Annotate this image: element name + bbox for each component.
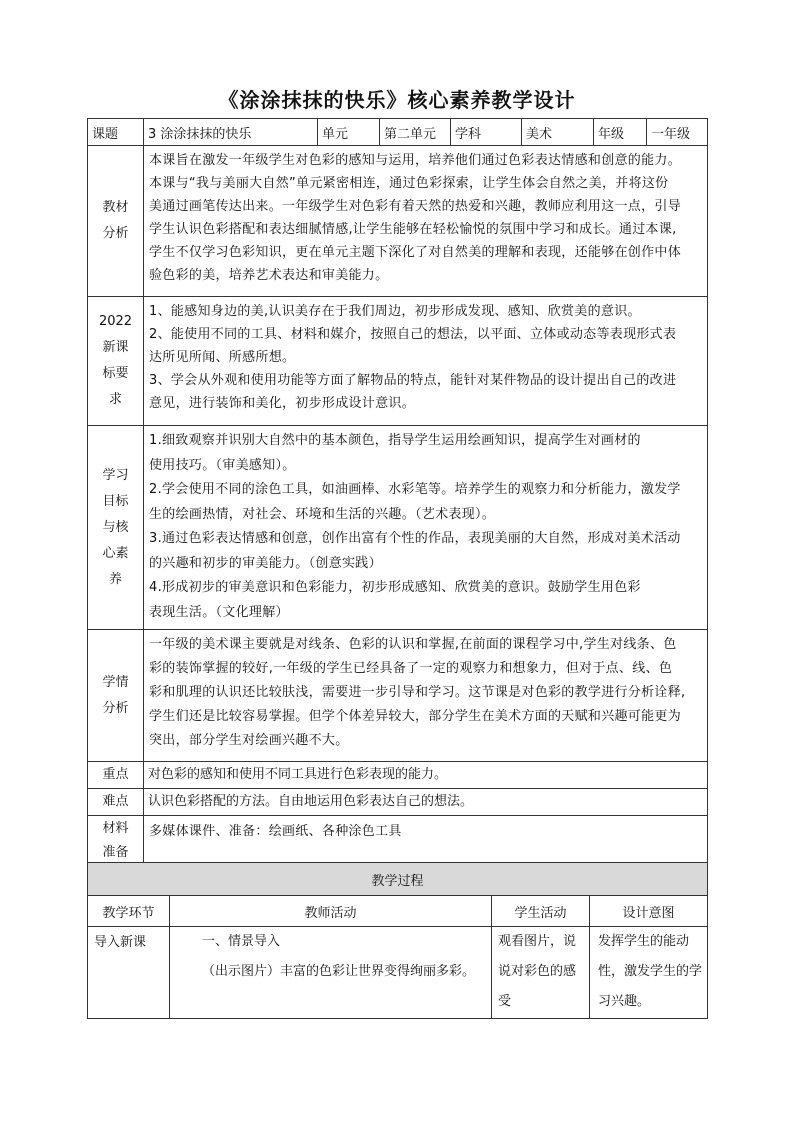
- difficulty-label: 难点: [88, 789, 144, 816]
- text-line: 彩的装饰掌握的较好,一年级的学生已经具备了一定的观察力和想象力，但对于点、线、色: [149, 661, 673, 676]
- focus-row: [88, 762, 708, 789]
- text-line: 学生们还是比较容易掌握。但学个体差异较大，部分学生在美术方面的天赋和兴趣可能更为: [149, 709, 682, 724]
- standards-label-text: 2022 新课 标要 求: [98, 314, 133, 407]
- text-line: 本课与“我与美丽大自然”单元紧密相连，通过色彩探索，让学生体会自然之美，并将这份: [149, 176, 669, 191]
- learners-row: [88, 630, 708, 762]
- stage-cell: 导入新课: [88, 927, 170, 1019]
- header-row: [88, 119, 708, 146]
- col-header-student: 学生活动: [492, 896, 590, 927]
- materials-row: [88, 816, 708, 867]
- text-line: 1、能感知身边的美,认识美存在于我们周边，初步形成发现、感知、欣赏美的意识。: [149, 304, 641, 319]
- materials-label-text: 材料 准备: [102, 821, 129, 860]
- text-line: 2.学会使用不同的涂色工具，如油画棒、水彩笔等。培养学生的观察力和分析能力，激发学: [149, 482, 681, 497]
- teacher-line: （出示图片）丰富的色彩让世界变得绚丽多彩。: [202, 964, 476, 979]
- focus-text: 对色彩的感知和使用不同工具进行色彩表现的能力。: [144, 762, 708, 789]
- student-cell: 观看图片，说说对彩色的感受: [492, 927, 590, 1019]
- text-line: 学生不仅学习色彩知识，更在单元主题下深化了对自然美的理解和表现，还能够在创作中体: [149, 245, 682, 260]
- teacher-cell: [170, 927, 492, 1019]
- text-line: 验色彩的美，培养艺术表达和审美能力。: [149, 268, 389, 283]
- course-label: 课题: [88, 119, 144, 146]
- analysis-label-text: 教材 分析: [102, 200, 129, 241]
- text-line: 3、学会从外观和使用功能等方面了解物品的特点，能针对某件物品的设计提出自己的改进: [149, 373, 677, 388]
- subject-label: 学科: [451, 119, 522, 146]
- col-header-teacher: 教师活动: [170, 896, 492, 927]
- text-line: 生的绘画热情，对社会、环境和生活的兴趣。（艺术表现）。: [149, 506, 496, 522]
- materials-text: 多媒体课件、准备：绘画纸、各种涂色工具: [144, 816, 708, 867]
- analysis-row: [88, 146, 708, 297]
- unit-value: 第二单元: [380, 119, 451, 146]
- grade-label: 年级: [594, 119, 647, 146]
- process-header-row: [88, 896, 708, 927]
- standards-text: [144, 297, 708, 426]
- process-table: [87, 862, 708, 1019]
- text-line: 意见，进行装饰和美化，初步形成设计意识。: [149, 396, 416, 411]
- analysis-label: [88, 146, 144, 297]
- standards-row: [88, 297, 708, 426]
- difficulty-text: 认识色彩搭配的方法。自由地运用色彩表达自己的想法。: [144, 789, 708, 816]
- focus-label: 重点: [88, 762, 144, 789]
- subject-value: 美术: [522, 119, 594, 146]
- goals-label: [88, 426, 144, 630]
- process-row: [88, 927, 708, 1019]
- unit-label: 单元: [318, 119, 380, 146]
- goals-label-text: 学习 目标 与核 心素 养: [102, 467, 129, 587]
- course-value: 3 涂涂抹抹的快乐: [144, 119, 318, 146]
- text-line: 学生认识色彩搭配和表达细腻情感,让学生能够在轻松愉悦的氛围中学习和成长。通过本课,: [149, 222, 677, 237]
- text-line: 达所见所闻、所感所想。: [149, 350, 296, 365]
- grade-value: 一年级: [647, 119, 708, 146]
- page-title: 《涂涂抹抹的快乐》核心素养教学设计: [218, 88, 576, 112]
- text-line: 彩和肌理的认识还比较肤浅，需要进一步引导和学习。这节课是对色彩的教学进行分析诠释,: [149, 685, 686, 700]
- text-line: 突出，部分学生对绘画兴趣不大。: [149, 733, 349, 748]
- learners-label: [88, 630, 144, 762]
- learners-text: [144, 630, 708, 762]
- process-title-row: [88, 863, 708, 896]
- text-line: 1.细致观察并识别大自然中的基本颜色，指导学生运用绘画知识，提高学生对画材的: [149, 433, 641, 448]
- goals-row: [88, 426, 708, 630]
- text-line: 一年级的美术课主要就是对线条、色彩的认识和掌握,在前面的课程学习中,学生对线条、色: [149, 637, 677, 652]
- text-line: 的兴趣和初步的审美能力。（创意实践）: [149, 555, 382, 571]
- standards-label: [88, 297, 144, 426]
- difficulty-row: [88, 789, 708, 816]
- teacher-line: 一、情景导入: [202, 934, 281, 949]
- goals-text: [144, 426, 708, 630]
- learners-label-text: 学情 分析: [102, 674, 129, 716]
- text-line: 本课旨在激发一年级学生对色彩的感知与运用，培养他们通过色彩表达情感和创意的能力。: [149, 153, 682, 168]
- process-title: 教学过程: [88, 863, 708, 896]
- col-header-intent: 设计意图: [590, 896, 708, 927]
- col-header-stage: 教学环节: [88, 896, 170, 927]
- lesson-info-table: [87, 118, 708, 867]
- text-line: 4.形成初步的审美意识和色彩能力，初步形成感知、欣赏美的意识。鼓励学生用色彩: [149, 580, 641, 595]
- text-line: 2、能使用不同的工具、材料和媒介，按照自己的想法，以平面、立体或动态等表现形式表: [149, 327, 677, 342]
- text-line: 3.通过色彩表达情感和创意，创作出富有个性的作品，表现美丽的大自然，形成对美术活动: [149, 531, 681, 546]
- materials-label: [88, 816, 144, 867]
- text-line: 表现生活。（文化理解）: [149, 604, 289, 620]
- analysis-text: [144, 146, 708, 297]
- text-line: 使用技巧。（审美感知）。: [149, 457, 296, 473]
- intent-cell: 发挥学生的能动性，激发学生的学习兴趣。: [590, 927, 708, 1019]
- text-line: 美通过画笔传达出来。一年级学生对色彩有着天然的热爱和兴趣，教师应利用这一点，引导: [149, 199, 682, 214]
